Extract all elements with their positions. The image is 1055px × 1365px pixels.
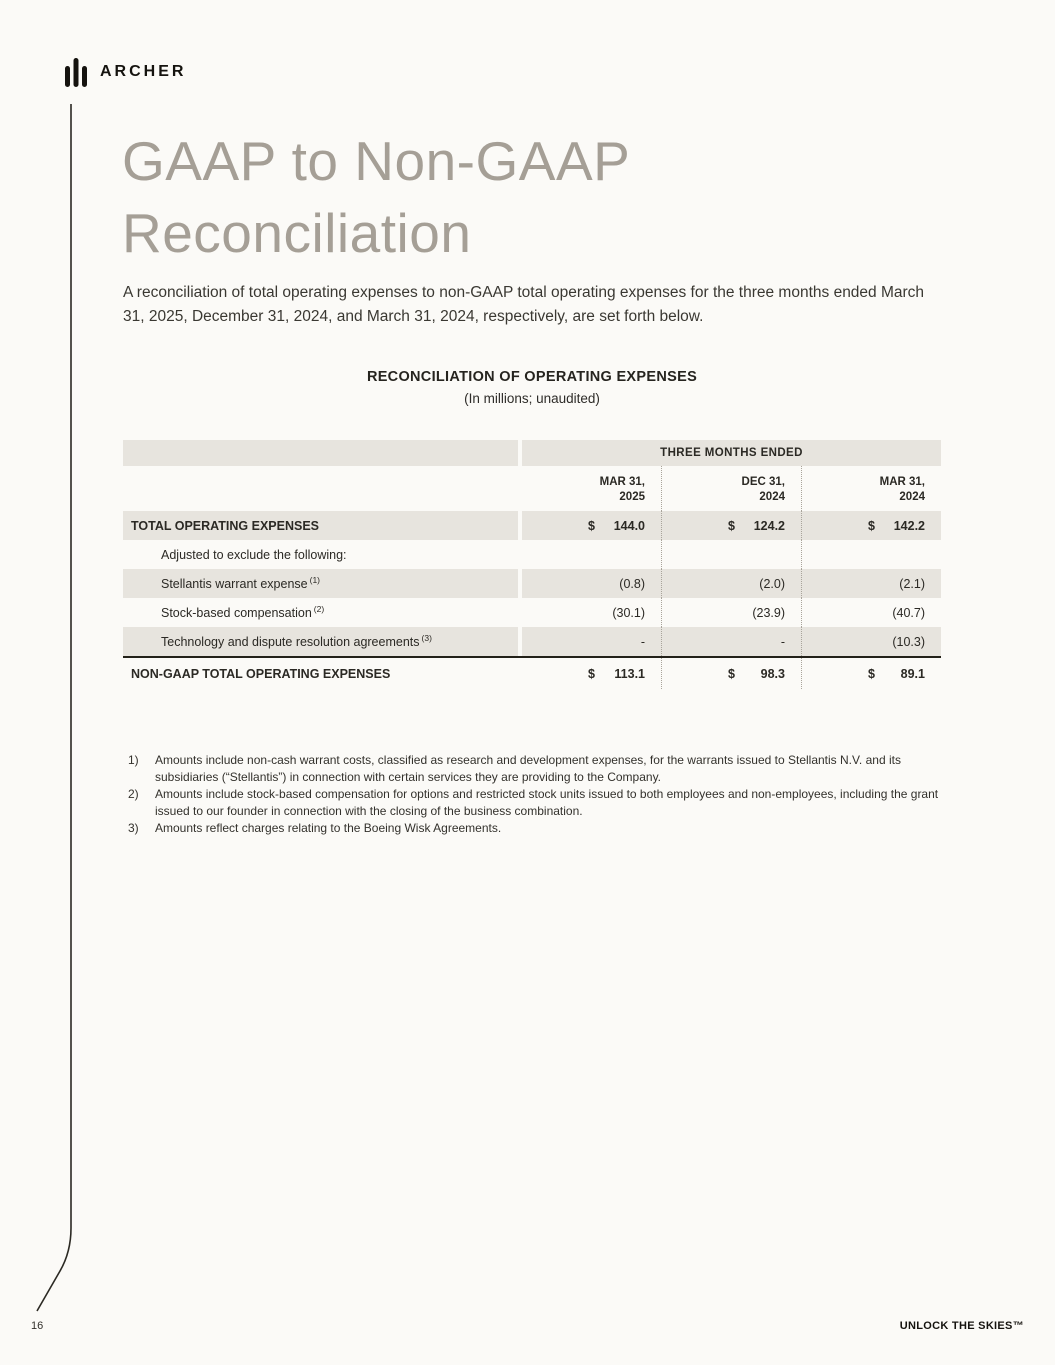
cell-number: (23.9) [752, 605, 785, 620]
span-header-spacer [123, 440, 518, 466]
currency-symbol: $ [588, 666, 595, 681]
reconciliation-table-section [123, 369, 941, 689]
row-label-text: Stellantis warrant expense [161, 577, 308, 592]
table-cell-value [801, 627, 941, 656]
footnote-marker: 3) [128, 821, 139, 836]
column-header-line2: 2024 [899, 491, 925, 504]
row-label [123, 627, 518, 656]
currency-symbol: $ [868, 518, 875, 533]
footer-tagline: UNLOCK THE SKIES™ [899, 1320, 1024, 1332]
table-title: RECONCILIATION OF OPERATING EXPENSES [366, 369, 698, 385]
row-label: TOTAL OPERATING EXPENSES [123, 511, 518, 540]
column-header [522, 466, 661, 511]
table-cell-value [522, 569, 661, 598]
cell-number: 142.2 [893, 518, 925, 533]
column-header-line2: 2024 [759, 491, 785, 504]
cell-number: (2.0) [759, 576, 785, 591]
footnotes [128, 752, 940, 837]
cell-number: 98.3 [760, 666, 785, 681]
footnote-text: Amounts include stock-based compensation for options and restricted stock units issued to both employees and non-employees, including the grant issued to our founder in connection with the closing of the business combination. [155, 787, 939, 819]
column-header-line1: MAR 31, [599, 476, 645, 489]
table-row [123, 540, 941, 569]
table-cell-value [522, 540, 661, 569]
currency-symbol: $ [868, 666, 875, 681]
intro-paragraph: A reconciliation of total operating expenses to non-GAAP total operating expenses for the three months ended March 31, 2025, December 31, 2024, and March 31, 2024, respectively, are set forth below. [123, 284, 925, 326]
column-header [801, 466, 941, 511]
table-cell-value [522, 627, 661, 656]
footnote-text: Amounts reflect charges relating to the Boeing Wisk Agreements. [155, 821, 502, 836]
cell-number: 89.1 [900, 666, 925, 681]
column-header [661, 466, 801, 511]
currency-symbol: $ [728, 666, 735, 681]
table-row [123, 627, 941, 656]
row-label [123, 598, 518, 627]
cell-number: (30.1) [612, 605, 645, 620]
span-header: THREE MONTHS ENDED [522, 440, 941, 466]
table-cell-value [801, 511, 941, 540]
archer-logo-icon [63, 57, 89, 87]
footnote-ref: (2) [313, 604, 325, 615]
footnote [128, 820, 940, 837]
table-cell-value [522, 598, 661, 627]
footnote-ref: (1) [309, 575, 320, 586]
page-title [122, 126, 630, 269]
row-label: NON-GAAP TOTAL OPERATING EXPENSES [131, 666, 391, 681]
footnote-ref: (3) [421, 633, 432, 644]
brand-wordmark: ARCHER [100, 63, 187, 80]
table-subtitle: (In millions; unaudited) [464, 391, 600, 406]
cell-number: (0.8) [619, 576, 645, 591]
column-header-line1: DEC 31, [741, 476, 785, 489]
table-cell-value [661, 627, 801, 656]
row-label-text: Stock-based compensation [161, 606, 312, 621]
brand [63, 57, 186, 87]
table-column-headers-row [123, 466, 941, 511]
table-span-header-row [123, 440, 941, 466]
decorative-left-line [0, 0, 120, 1365]
table-row-total [123, 656, 941, 689]
table-row [123, 598, 941, 627]
cell-number: 144.0 [613, 518, 645, 533]
cell-number: (40.7) [892, 605, 925, 620]
table-cell-value [661, 598, 801, 627]
reconciliation-table [123, 440, 941, 689]
column-header-spacer [123, 466, 518, 511]
row-label: Adjusted to exclude the following: [161, 547, 347, 562]
page-title-line1: GAAP to Non-GAAP [122, 130, 631, 192]
table-cell-value [801, 658, 941, 689]
footnote [128, 786, 940, 820]
cell-number: - [640, 634, 645, 649]
table-cell-value [661, 511, 801, 540]
currency-symbol: $ [728, 518, 735, 533]
table-cell-value [801, 569, 941, 598]
table-cell-value [522, 658, 661, 689]
footnote-marker: 2) [128, 787, 139, 802]
table-cell-value [661, 540, 801, 569]
table-row [123, 511, 941, 540]
cell-number: - [780, 634, 785, 649]
page-title-line2: Reconciliation [122, 201, 472, 264]
table-row [123, 569, 941, 598]
currency-symbol: $ [588, 518, 595, 533]
row-label [123, 569, 518, 598]
column-header-line2: 2025 [619, 491, 645, 504]
table-cell-value [661, 569, 801, 598]
table-cell-value [801, 540, 941, 569]
table-cell-value [661, 658, 801, 689]
footnote-marker: 1) [128, 753, 139, 767]
footnote [128, 752, 940, 786]
table-cell-value [801, 598, 941, 627]
page-number: 16 [31, 1320, 44, 1332]
cell-number: 113.1 [614, 666, 645, 681]
cell-number: 124.2 [753, 518, 785, 533]
cell-number: (2.1) [899, 576, 925, 591]
cell-number: (10.3) [892, 634, 925, 649]
table-cell-value [522, 511, 661, 540]
footnote-text: Amounts include non-cash warrant costs, classified as research and development expenses, for the warrants issued to Stellantis N.V. and its subsidiaries (“Stellantis”) in connection with certain services they are providing to the Company. [155, 753, 901, 785]
row-label-text: Technology and dispute resolution agreements [161, 635, 420, 650]
column-header-line1: MAR 31, [879, 476, 925, 489]
